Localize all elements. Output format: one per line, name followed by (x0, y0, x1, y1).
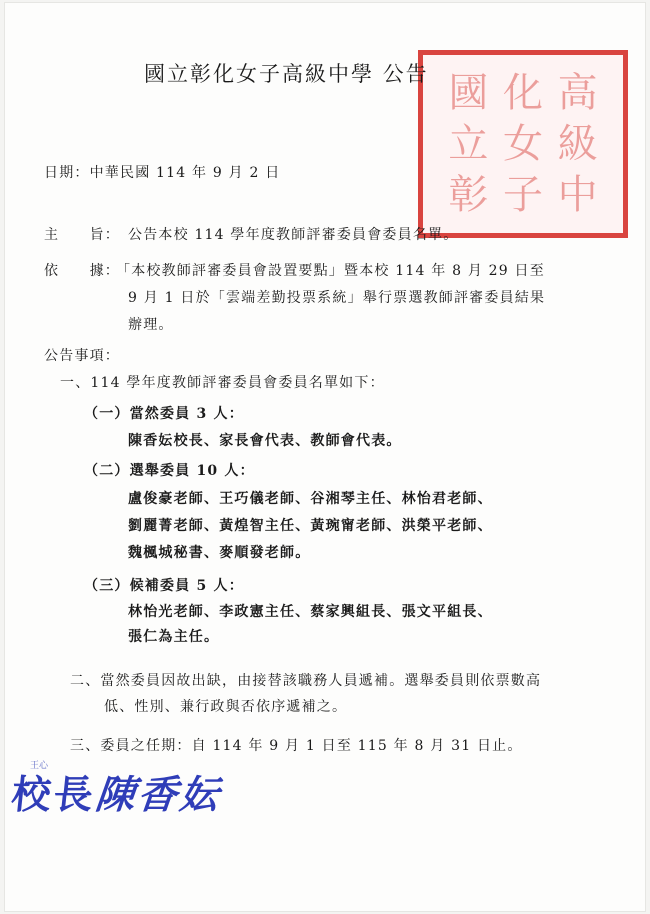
basis-line-2: 9 月 1 日於「雲端差勤投票系統」舉行票選教師評審委員結果 (128, 290, 546, 306)
basis-line-1: 「本校教師評審委員會設置要點」暨本校 114 年 8 月 29 日至 (116, 263, 545, 279)
item-3: 三、委員之任期：自 114 年 9 月 1 日至 115 年 8 月 31 日止。 (70, 738, 523, 754)
seal-char: 級 (557, 120, 598, 167)
item-2-line-2: 低、性別、兼行政與否依序遞補之。 (104, 699, 348, 715)
group-3-heading: （三）候補委員 5 人： (84, 578, 244, 594)
seal-char: 化 (502, 69, 543, 116)
group-1-heading: （一）當然委員 3 人： (84, 406, 244, 422)
seal-char: 高 (557, 69, 598, 116)
seal-char: 國 (448, 69, 489, 116)
items-heading: 公告事項： (44, 348, 120, 364)
seal-char: 女 (502, 120, 543, 167)
item-1-heading: 一、114 學年度教師評審委員會委員名單如下： (60, 375, 385, 391)
group-1-line: 陳香妘校長、家長會代表、教師會代表。 (128, 433, 402, 449)
basis-line-3: 辦理。 (128, 317, 174, 333)
seal-char: 彰 (448, 172, 489, 219)
item-2-line-1: 二、當然委員因故出缺，由接替該職務人員遞補。選舉委員則依票數高 (70, 673, 542, 689)
basis-label: 依 據： (44, 263, 120, 279)
group-3-line: 張仁為主任。 (128, 629, 220, 645)
principal-signature (9, 764, 225, 820)
subject-label: 主 旨： (44, 227, 120, 243)
subject-text: 公告本校 114 學年度教師評審委員會委員名單。 (128, 227, 459, 243)
group-2-line: 魏楓城秘書、麥順發老師。 (128, 545, 311, 561)
group-2-line: 盧俊豪老師、王巧儀老師、谷湘琴主任、林怡君老師、 (128, 491, 493, 507)
signature-title: 校長 (9, 773, 99, 818)
seal-char: 立 (448, 120, 489, 167)
seal-char: 子 (502, 172, 543, 219)
seal-characters (441, 67, 605, 221)
seal-char: 中 (557, 172, 598, 219)
page-title: 國立彰化女子高級中學 公告 (144, 62, 429, 86)
signature-name: 陳香妘 (93, 773, 225, 818)
school-seal (418, 50, 628, 238)
group-2-line: 劉麗菁老師、黃煌智主任、黃琬甯老師、洪榮平老師、 (128, 518, 493, 534)
group-3-line: 林怡光老師、李政憲主任、蔡家興組長、張文平組長、 (128, 604, 493, 620)
signature-small-mark: 王心 (30, 761, 49, 771)
group-2-heading: （二）選舉委員 10 人： (84, 463, 255, 479)
announcement-date: 日期：中華民國 114 年 9 月 2 日 (44, 165, 281, 181)
